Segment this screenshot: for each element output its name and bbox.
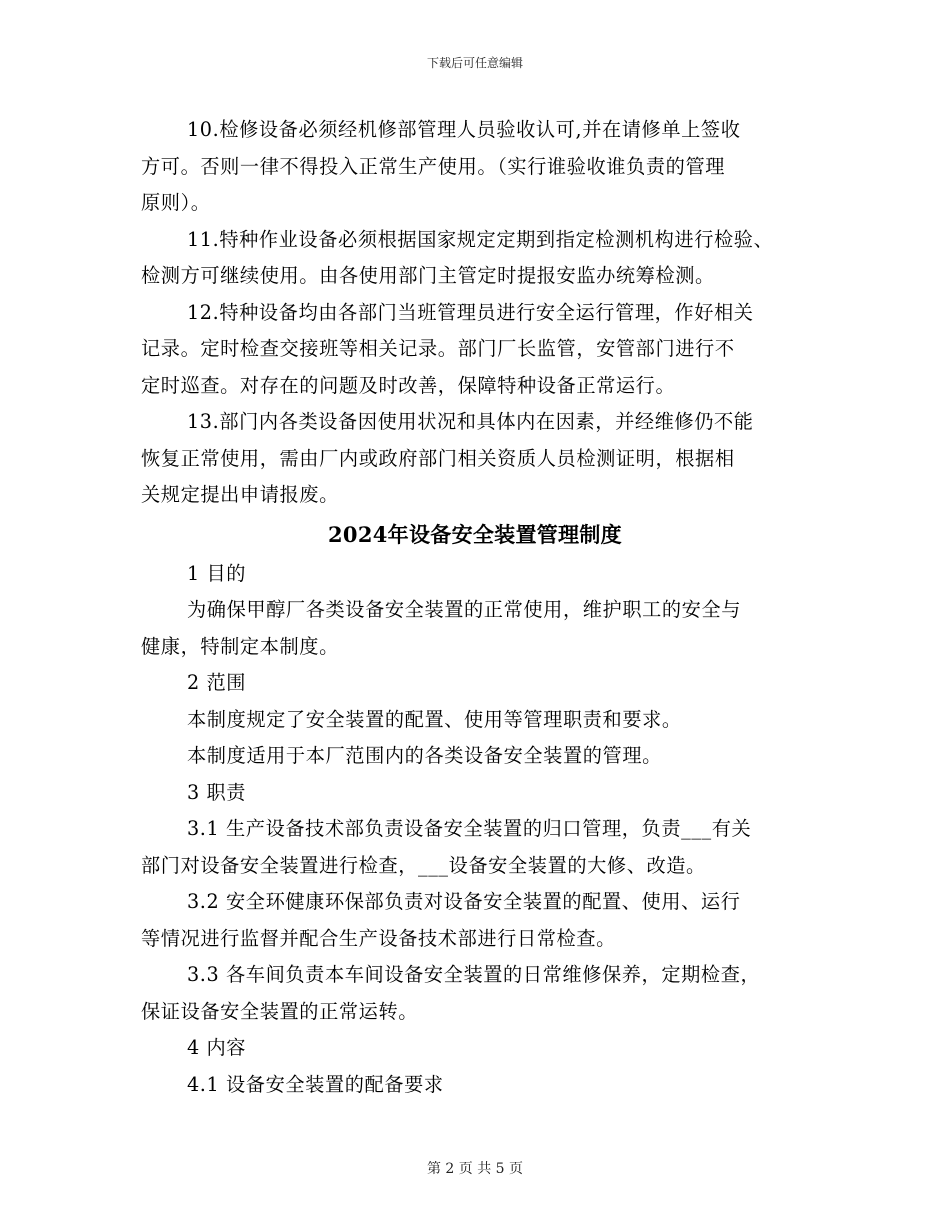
text-line: 记录。定时检查交接班等相关记录。部门厂长监管，安管部门进行不	[141, 337, 735, 360]
section-title: 2024年设备安全装置管理制度	[328, 521, 622, 547]
text-line: 定时巡查。对存在的问题及时改善，保障特种设备正常运行。	[141, 373, 676, 397]
text-line: 本制度规定了安全装置的配置、使用等管理职责和要求。	[187, 707, 682, 731]
text-line: 本制度适用于本厂范围内的各类设备安全装置的管理。	[187, 744, 662, 767]
text-line: 3.2 安全环健康环保部负责对设备安全装置的配置、使用、运行	[187, 890, 741, 913]
text-line: 检测方可继续使用。由各使用部门主管定时提报安监办统筹检测。	[141, 264, 715, 287]
paragraph-block-1	[141, 112, 809, 514]
text-line: 保证设备安全装置的正常运转。	[141, 999, 419, 1023]
text-line: 3 职责	[187, 780, 247, 804]
text-line: 13.部门内各类设备因使用状况和具体内在因素，并经维修仍不能	[187, 410, 754, 433]
text-line: 12.特种设备均由各部门当班管理员进行安全运行管理，作好相关	[187, 300, 754, 324]
text-line: 10.检修设备必须经机修部管理人员验收认可,并在请修单上签收	[187, 118, 741, 141]
text-line: 部门对设备安全装置进行检查，___设备安全装置的大修、改造。	[141, 853, 706, 877]
text-line: 健康，特制定本制度。	[141, 634, 339, 658]
text-line: 11.特种作业设备必须根据国家规定定期到指定检测机构进行检验、	[187, 227, 774, 251]
text-line: 2 范围	[187, 671, 247, 694]
page-footer: 第 2 页 共 5 页	[426, 1161, 524, 1177]
text-line: 1 目的	[187, 561, 247, 585]
text-line: 4.1 设备安全装置的配备要求	[187, 1072, 444, 1096]
document-body	[141, 112, 809, 1103]
text-line: 恢复正常使用，需由厂内或政府部门相关资质人员检测证明，根据相	[141, 446, 735, 470]
text-line: 3.3 各车间负责本车间设备安全装置的日常维修保养，定期检查，	[187, 963, 761, 986]
text-line: 等情况进行监督并配合生产设备技术部进行日常检查。	[141, 926, 616, 950]
text-line: 关规定提出申请报废。	[141, 483, 339, 506]
text-line: 方可。否则一律不得投入正常生产使用。（实行谁验收谁负责的管理	[141, 154, 726, 178]
paragraph-block-2	[141, 556, 809, 1104]
text-line: 为确保甲醇厂各类设备安全装置的正常使用，维护职工的安全与	[187, 598, 742, 621]
text-line: 3.1 生产设备技术部负责设备安全装置的归口管理，负责___有关	[187, 817, 752, 840]
page-header: 下载后可任意编辑	[426, 56, 523, 70]
text-line: 4 内容	[187, 1036, 247, 1059]
text-line: 原则）。	[141, 191, 211, 214]
